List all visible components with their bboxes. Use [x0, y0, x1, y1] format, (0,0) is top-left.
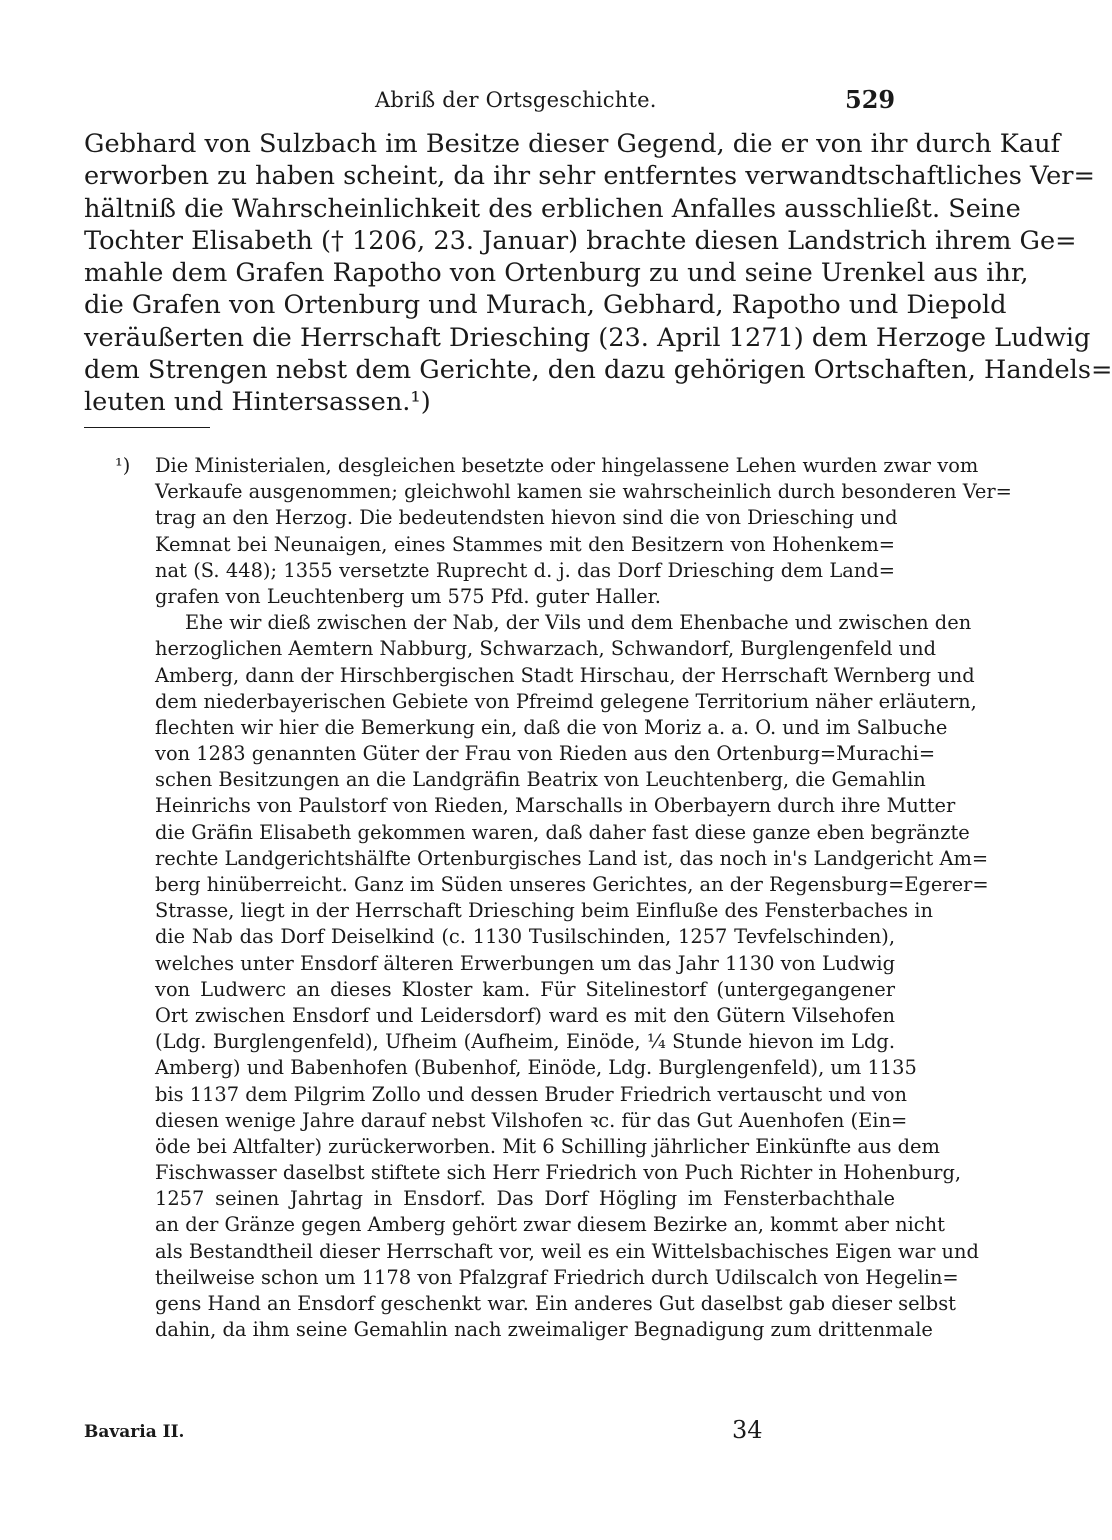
text-line: hältniß die Wahrscheinlichkeit des erblichen Anfalles ausschließt. Seine [84, 193, 1021, 224]
page-footer [0, 1416, 1000, 1446]
footnote-line: Kemnat bei Neunaigen, eines Stammes mit den Besitzern von Hohenkem= [155, 532, 895, 556]
continuation-line: bis 1137 dem Pilgrim Zollo und dessen Bruder Friedrich vertauscht und von [155, 1082, 908, 1106]
text-line: dem Strengen nebst dem Gerichte, den dazu gehörigen Ortschaften, Handels= [84, 355, 1112, 386]
text-line: Tochter Elisabeth († 1206, 23. Januar) brachte diesen Landstrich ihrem Ge= [84, 225, 1077, 256]
text-line: veräußerten die Herrschaft Driesching (23. April 1271) dem Herzoge Ludwig [84, 322, 1091, 353]
continuation-line: berg hinüberreicht. Ganz im Süden unseres Gerichtes, an der Regensburg=Egerer= [155, 873, 989, 896]
continuation-line: schen Besitzungen an die Landgräfin Beatrix von Leuchtenberg, die Gemahlin [155, 768, 926, 792]
footnote-line: trag an den Herzog. Die bedeutendsten hievon sind die von Driesching und [155, 506, 898, 530]
footnote-line: nat (S. 448); 1355 versetzte Ruprecht d. j. das Dorf Driesching dem Land= [155, 558, 895, 582]
continuation-line: diesen wenige Jahre darauf nebst Vilshofen ꝛc. für das Gut Auenhofen (Ein= [155, 1108, 908, 1132]
continuation-line: Heinrichs von Paulstorf von Rieden, Marschalls in Oberbayern durch ihre Mutter [155, 794, 956, 818]
continuation-line: von 1283 genannten Güter der Frau von Rieden aus den Ortenburg=Murachi= [155, 742, 936, 766]
page-number: 529 [845, 85, 896, 114]
footnote-marker: ¹) [115, 454, 131, 477]
running-header [0, 86, 1000, 116]
continuation-line: Fischwasser daselbst stiftete sich Herr Friedrich von Puch Richter in Hohenburg, [155, 1161, 962, 1185]
footnote-line: Verkaufe ausgenommen; gleichwohl kamen sie wahrscheinlich durch besonderen Ver= [155, 480, 1012, 504]
continuation-line: Ort zwischen Ensdorf und Leidersdorf) ward es mit den Gütern Vilsehofen [155, 1003, 895, 1027]
main-paragraph [84, 128, 1112, 419]
continuation-line: rechte Landgerichtshälfte Ortenburgisches Land ist, das noch in's Landgericht Am= [155, 846, 989, 870]
text-line: Gebhard von Sulzbach im Besitze dieser Gegend, die er von ihr durch Kauf [84, 129, 1061, 159]
continuation-line: Amberg) und Babenhofen (Bubenhof, Einöde, Ldg. Burglengenfeld), um 1135 [155, 1056, 917, 1080]
sheet-number: 34 [732, 1416, 763, 1444]
continuation-line: herzoglichen Aemtern Nabburg, Schwarzach, Schwandorf, Burglengenfeld und [155, 637, 937, 661]
footnote-block [115, 453, 1012, 1343]
printer-signature: Bavaria II. [84, 1422, 185, 1442]
continuation-line: theilweise schon um 1178 von Pfalzgraf Friedrich durch Udilscalch von Hegelin= [155, 1265, 959, 1289]
footnote-separator [84, 427, 210, 428]
continuation-line: dahin, da ihm seine Gemahlin nach zweimaliger Begnadigung zum drittenmale [155, 1318, 933, 1342]
text-line: mahle dem Grafen Rapotho von Ortenburg zu und seine Urenkel aus ihr, [84, 258, 1029, 289]
continuation-line: flechten wir hier die Bemerkung ein, daß die von Moriz a. a. O. und im Salbuche [155, 715, 948, 739]
continuation-line: an der Gränze gegen Amberg gehört zwar diesem Bezirke an, kommt aber nicht [155, 1213, 945, 1237]
footnote-line-text: Die Ministerialen, desgleichen besetzte oder hingelassene Lehen wurden zwar vom [155, 454, 979, 477]
text-line: leuten und Hintersassen.¹) [84, 387, 431, 418]
continuation-line: (Ldg. Burglengenfeld), Ufheim (Aufheim, Einöde, ¼ Stunde hievon im Ldg. [155, 1030, 895, 1054]
continuation-line: Ehe wir dieß zwischen der Nab, der Vils und dem Ehenbache und zwischen den [185, 611, 972, 635]
continuation-line: als Bestandtheil dieser Herrschaft vor, weil es ein Wittelsbachisches Eigen war und [155, 1239, 979, 1263]
continuation-line: die Nab das Dorf Deiselkind (c. 1130 Tusilschinden, 1257 Tevfelschinden), [155, 925, 895, 949]
continuation-line: Amberg, dann der Hirschbergischen Stadt Hirschau, der Herrschaft Wernberg und [155, 663, 975, 687]
text-line: die Grafen von Ortenburg und Murach, Gebhard, Rapotho und Diepold [84, 290, 1007, 321]
continuation-line: Strasse, liegt in der Herrschaft Driesching beim Einfluße des Fensterbaches in [155, 899, 933, 923]
continuation-line: dem niederbayerischen Gebiete von Pfreimd gelegene Territorium näher erläutern, [155, 689, 977, 713]
text-line: erworben zu haben scheint, da ihr sehr entferntes verwandtschaftliches Ver= [84, 161, 1095, 192]
continuation-line: von Ludwerc an dieses Kloster kam. Für Sitelinestorf (untergegangener [155, 977, 895, 1001]
continuation-line: die Gräfin Elisabeth gekommen waren, daß daher fast diese ganze eben begränzte [155, 820, 970, 844]
footnote-line [115, 453, 979, 479]
continuation-line: öde bei Altfalter) zurückerworben. Mit 6 Schilling jährlicher Einkünfte aus dem [155, 1134, 940, 1158]
continuation-line: 1257 seinen Jahrtag in Ensdorf. Das Dorf Högling im Fensterbachthale [155, 1187, 895, 1211]
continuation-line: welches unter Ensdorf älteren Erwerbungen um das Jahr 1130 von Ludwig [155, 951, 895, 975]
running-title: Abriß der Ortsgeschichte. [375, 88, 657, 112]
continuation-line: gens Hand an Ensdorf geschenkt war. Ein anderes Gut daselbst gab dieser selbst [155, 1292, 956, 1315]
footnote-line: grafen von Leuchtenberg um 575 Pfd. guter Haller. [155, 584, 661, 608]
